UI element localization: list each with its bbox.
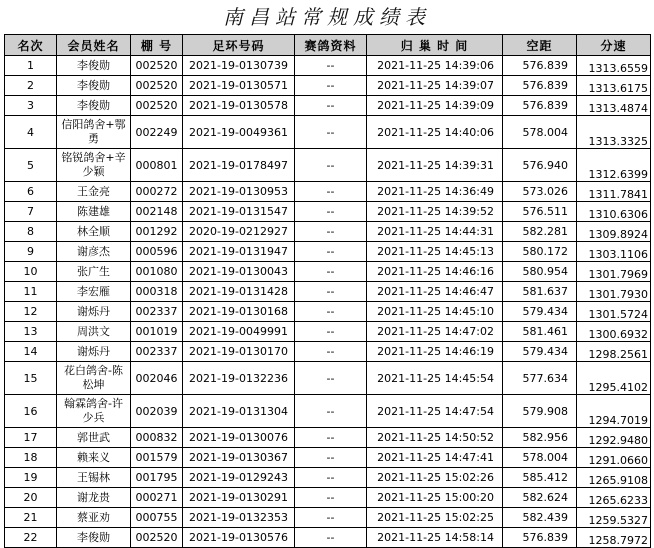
rank-cell: 17	[5, 428, 57, 448]
arrival-time-cell: 2021-11-25 14:46:47	[367, 282, 503, 302]
ring-number-cell: 2021-19-0130168	[183, 302, 295, 322]
member-name-cell: 谢彦杰	[57, 242, 131, 262]
table-row	[5, 96, 651, 116]
arrival-time-cell: 2021-11-25 14:39:07	[367, 76, 503, 96]
speed-cell: 1298.2561	[577, 342, 651, 362]
shed-number-cell: 001579	[131, 448, 183, 468]
distance-cell: 576.511	[503, 202, 577, 222]
table-row	[5, 322, 651, 342]
shed-number-cell: 002249	[131, 116, 183, 149]
speed-cell: 1313.3325	[577, 116, 651, 149]
member-name-cell: 信阳鸽舍+鄂勇	[57, 116, 131, 149]
speed-cell: 1292.9480	[577, 428, 651, 448]
pigeon-info-cell: --	[295, 262, 367, 282]
table-row	[5, 362, 651, 395]
arrival-time-cell: 2021-11-25 14:46:19	[367, 342, 503, 362]
distance-cell: 585.412	[503, 468, 577, 488]
member-name-cell: 花白鸽舍-陈松坤	[57, 362, 131, 395]
rank-cell: 1	[5, 56, 57, 76]
ring-number-cell: 2021-19-0129243	[183, 468, 295, 488]
shed-number-cell: 001080	[131, 262, 183, 282]
distance-cell: 581.461	[503, 322, 577, 342]
shed-number-cell: 000272	[131, 182, 183, 202]
pigeon-info-cell: --	[295, 202, 367, 222]
shed-number-cell: 000832	[131, 428, 183, 448]
speed-cell: 1291.0660	[577, 448, 651, 468]
table-row	[5, 302, 651, 322]
arrival-time-cell: 2021-11-25 14:39:52	[367, 202, 503, 222]
pigeon-info-cell: --	[295, 508, 367, 528]
ring-number-cell: 2021-19-0178497	[183, 149, 295, 182]
member-name-cell: 王金亮	[57, 182, 131, 202]
pigeon-info-cell: --	[295, 395, 367, 428]
table-row	[5, 428, 651, 448]
shed-number-cell: 000271	[131, 488, 183, 508]
pigeon-info-cell: --	[295, 282, 367, 302]
distance-cell: 576.839	[503, 56, 577, 76]
pigeon-info-cell: --	[295, 302, 367, 322]
table-row	[5, 395, 651, 428]
rank-cell: 3	[5, 96, 57, 116]
shed-number-cell: 000755	[131, 508, 183, 528]
arrival-time-cell: 2021-11-25 14:44:31	[367, 222, 503, 242]
pigeon-info-cell: --	[295, 76, 367, 96]
member-name-cell: 谢龙贵	[57, 488, 131, 508]
speed-cell: 1259.5327	[577, 508, 651, 528]
table-row	[5, 56, 651, 76]
ring-number-cell: 2021-19-0130739	[183, 56, 295, 76]
arrival-time-cell: 2021-11-25 15:02:26	[367, 468, 503, 488]
shed-number-cell: 002520	[131, 56, 183, 76]
rank-cell: 13	[5, 322, 57, 342]
distance-cell: 582.439	[503, 508, 577, 528]
table-row	[5, 76, 651, 96]
pigeon-info-cell: --	[295, 116, 367, 149]
table-row	[5, 508, 651, 528]
speed-cell: 1301.7969	[577, 262, 651, 282]
table-row	[5, 149, 651, 182]
results-table	[4, 34, 651, 548]
rank-cell: 8	[5, 222, 57, 242]
distance-cell: 576.839	[503, 76, 577, 96]
ring-number-cell: 2021-19-0130953	[183, 182, 295, 202]
arrival-time-cell: 2021-11-25 14:47:02	[367, 322, 503, 342]
arrival-time-cell: 2021-11-25 14:46:16	[367, 262, 503, 282]
arrival-time-cell: 2021-11-25 14:39:31	[367, 149, 503, 182]
distance-cell: 576.839	[503, 528, 577, 548]
shed-number-cell: 002046	[131, 362, 183, 395]
table-row	[5, 282, 651, 302]
rank-cell: 4	[5, 116, 57, 149]
arrival-time-cell: 2021-11-25 14:45:13	[367, 242, 503, 262]
shed-number-cell: 002520	[131, 528, 183, 548]
ring-number-cell: 2021-19-0131947	[183, 242, 295, 262]
pigeon-info-cell: --	[295, 342, 367, 362]
member-name-cell: 张广生	[57, 262, 131, 282]
speed-cell: 1313.6559	[577, 56, 651, 76]
ring-number-cell: 2021-19-0049991	[183, 322, 295, 342]
arrival-time-cell: 2021-11-25 14:40:06	[367, 116, 503, 149]
member-name-cell: 铭锐鸽舍+辛少颖	[57, 149, 131, 182]
distance-cell: 581.637	[503, 282, 577, 302]
ring-number-cell: 2021-19-0130043	[183, 262, 295, 282]
arrival-time-cell: 2021-11-25 14:45:10	[367, 302, 503, 322]
shed-number-cell: 002337	[131, 302, 183, 322]
pigeon-info-cell: --	[295, 96, 367, 116]
pigeon-info-cell: --	[295, 222, 367, 242]
shed-number-cell: 000801	[131, 149, 183, 182]
header-arrival-time: 归 巢 时 间	[367, 35, 503, 56]
pigeon-info-cell: --	[295, 362, 367, 395]
table-row	[5, 202, 651, 222]
header-speed: 分速	[577, 35, 651, 56]
shed-number-cell: 002520	[131, 76, 183, 96]
pigeon-info-cell: --	[295, 448, 367, 468]
member-name-cell: 李俊勋	[57, 56, 131, 76]
speed-cell: 1294.7019	[577, 395, 651, 428]
shed-number-cell: 000318	[131, 282, 183, 302]
pigeon-info-cell: --	[295, 488, 367, 508]
speed-cell: 1265.6233	[577, 488, 651, 508]
ring-number-cell: 2021-19-0130291	[183, 488, 295, 508]
speed-cell: 1265.9108	[577, 468, 651, 488]
member-name-cell: 翰霖鸽舍-许少兵	[57, 395, 131, 428]
arrival-time-cell: 2021-11-25 14:45:54	[367, 362, 503, 395]
speed-cell: 1313.6175	[577, 76, 651, 96]
pigeon-info-cell: --	[295, 182, 367, 202]
ring-number-cell: 2021-19-0130076	[183, 428, 295, 448]
member-name-cell: 谢烁丹	[57, 342, 131, 362]
member-name-cell: 周洪文	[57, 322, 131, 342]
distance-cell: 573.026	[503, 182, 577, 202]
shed-number-cell: 000596	[131, 242, 183, 262]
distance-cell: 580.172	[503, 242, 577, 262]
table-row	[5, 262, 651, 282]
ring-number-cell: 2021-19-0132353	[183, 508, 295, 528]
pigeon-info-cell: --	[295, 149, 367, 182]
distance-cell: 580.954	[503, 262, 577, 282]
member-name-cell: 李宏雁	[57, 282, 131, 302]
distance-cell: 579.434	[503, 342, 577, 362]
table-row	[5, 182, 651, 202]
ring-number-cell: 2021-19-0049361	[183, 116, 295, 149]
member-name-cell: 赖来义	[57, 448, 131, 468]
arrival-time-cell: 2021-11-25 14:50:52	[367, 428, 503, 448]
rank-cell: 2	[5, 76, 57, 96]
rank-cell: 14	[5, 342, 57, 362]
ring-number-cell: 2021-19-0130367	[183, 448, 295, 468]
rank-cell: 20	[5, 488, 57, 508]
member-name-cell: 陈建雄	[57, 202, 131, 222]
header-ring-number: 足环号码	[183, 35, 295, 56]
distance-cell: 578.004	[503, 116, 577, 149]
distance-cell: 576.940	[503, 149, 577, 182]
shed-number-cell: 002039	[131, 395, 183, 428]
table-header-row	[5, 35, 651, 56]
rank-cell: 15	[5, 362, 57, 395]
table-row	[5, 448, 651, 468]
shed-number-cell: 002148	[131, 202, 183, 222]
table-row	[5, 242, 651, 262]
rank-cell: 5	[5, 149, 57, 182]
distance-cell: 582.956	[503, 428, 577, 448]
ring-number-cell: 2021-19-0130170	[183, 342, 295, 362]
arrival-time-cell: 2021-11-25 15:02:25	[367, 508, 503, 528]
rank-cell: 18	[5, 448, 57, 468]
arrival-time-cell: 2021-11-25 14:39:06	[367, 56, 503, 76]
rank-cell: 7	[5, 202, 57, 222]
rank-cell: 12	[5, 302, 57, 322]
rank-cell: 9	[5, 242, 57, 262]
ring-number-cell: 2021-19-0131304	[183, 395, 295, 428]
distance-cell: 576.839	[503, 96, 577, 116]
pigeon-info-cell: --	[295, 468, 367, 488]
shed-number-cell: 002520	[131, 96, 183, 116]
rank-cell: 21	[5, 508, 57, 528]
ring-number-cell: 2020-19-0212927	[183, 222, 295, 242]
rank-cell: 16	[5, 395, 57, 428]
table-row	[5, 342, 651, 362]
ring-number-cell: 2021-19-0132236	[183, 362, 295, 395]
arrival-time-cell: 2021-11-25 14:47:54	[367, 395, 503, 428]
speed-cell: 1303.1106	[577, 242, 651, 262]
rank-cell: 19	[5, 468, 57, 488]
speed-cell: 1310.6306	[577, 202, 651, 222]
header-rank: 名次	[5, 35, 57, 56]
distance-cell: 579.434	[503, 302, 577, 322]
member-name-cell: 李俊勋	[57, 76, 131, 96]
ring-number-cell: 2021-19-0130578	[183, 96, 295, 116]
arrival-time-cell: 2021-11-25 14:58:14	[367, 528, 503, 548]
rank-cell: 10	[5, 262, 57, 282]
arrival-time-cell: 2021-11-25 15:00:20	[367, 488, 503, 508]
member-name-cell: 李俊勋	[57, 96, 131, 116]
pigeon-info-cell: --	[295, 242, 367, 262]
table-row	[5, 468, 651, 488]
speed-cell: 1295.4102	[577, 362, 651, 395]
arrival-time-cell: 2021-11-25 14:39:09	[367, 96, 503, 116]
distance-cell: 579.908	[503, 395, 577, 428]
pigeon-info-cell: --	[295, 528, 367, 548]
member-name-cell: 谢烁丹	[57, 302, 131, 322]
speed-cell: 1301.5724	[577, 302, 651, 322]
distance-cell: 578.004	[503, 448, 577, 468]
speed-cell: 1311.7841	[577, 182, 651, 202]
distance-cell: 577.634	[503, 362, 577, 395]
speed-cell: 1300.6932	[577, 322, 651, 342]
pigeon-info-cell: --	[295, 428, 367, 448]
header-distance: 空距	[503, 35, 577, 56]
speed-cell: 1258.7972	[577, 528, 651, 548]
speed-cell: 1313.4874	[577, 96, 651, 116]
member-name-cell: 郭世武	[57, 428, 131, 448]
table-row	[5, 116, 651, 149]
table-row	[5, 222, 651, 242]
member-name-cell: 李俊勋	[57, 528, 131, 548]
header-shed-number: 棚 号	[131, 35, 183, 56]
header-pigeon-info: 赛鸽资料	[295, 35, 367, 56]
speed-cell: 1312.6399	[577, 149, 651, 182]
shed-number-cell: 001795	[131, 468, 183, 488]
ring-number-cell: 2021-19-0130571	[183, 76, 295, 96]
table-row	[5, 488, 651, 508]
ring-number-cell: 2021-19-0130576	[183, 528, 295, 548]
pigeon-info-cell: --	[295, 56, 367, 76]
shed-number-cell: 001292	[131, 222, 183, 242]
shed-number-cell: 002337	[131, 342, 183, 362]
distance-cell: 582.281	[503, 222, 577, 242]
rank-cell: 11	[5, 282, 57, 302]
arrival-time-cell: 2021-11-25 14:47:41	[367, 448, 503, 468]
member-name-cell: 王锡林	[57, 468, 131, 488]
header-member-name: 会员姓名	[57, 35, 131, 56]
rank-cell: 22	[5, 528, 57, 548]
speed-cell: 1309.8924	[577, 222, 651, 242]
table-body	[5, 56, 651, 548]
distance-cell: 582.624	[503, 488, 577, 508]
ring-number-cell: 2021-19-0131428	[183, 282, 295, 302]
pigeon-info-cell: --	[295, 322, 367, 342]
arrival-time-cell: 2021-11-25 14:36:49	[367, 182, 503, 202]
shed-number-cell: 001019	[131, 322, 183, 342]
speed-cell: 1301.7930	[577, 282, 651, 302]
member-name-cell: 林全顺	[57, 222, 131, 242]
rank-cell: 6	[5, 182, 57, 202]
member-name-cell: 蔡亚劝	[57, 508, 131, 528]
page-title: 南昌站常规成绩表	[223, 5, 431, 29]
ring-number-cell: 2021-19-0131547	[183, 202, 295, 222]
